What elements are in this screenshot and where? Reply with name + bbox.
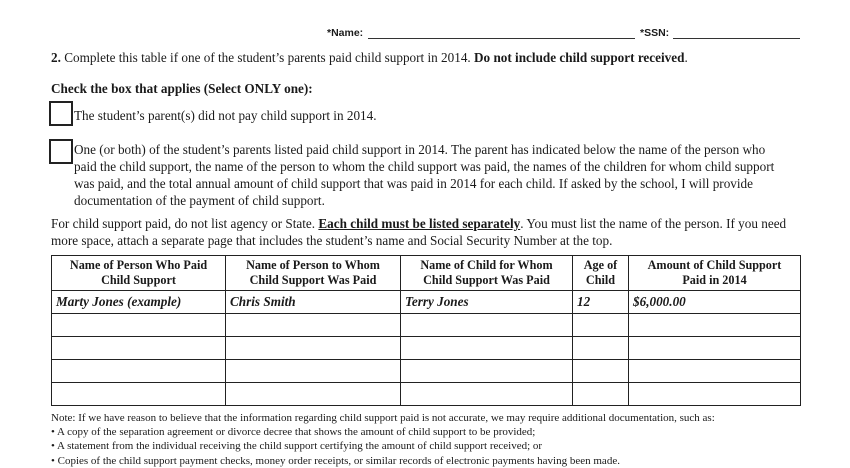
documentation-note — [51, 411, 715, 468]
age-input-cell[interactable] — [573, 314, 629, 337]
instruction-line: more space, attach a separate page that includes the student’s name and Social Security Number at the top. — [51, 233, 613, 248]
child-input-cell[interactable] — [401, 337, 573, 360]
col-header-child: Name of Child for Whom Child Support Was Paid — [401, 256, 573, 291]
para-pre: For child support paid, do not list agency or State. — [51, 216, 319, 231]
ssn-label: *SSN: — [640, 27, 670, 39]
note-bullet: • A statement from the individual receiving the child support certifying the amount of child support received; or — [51, 440, 543, 453]
table-row — [52, 383, 801, 406]
age-input-cell[interactable] — [573, 383, 629, 406]
table-row-example — [52, 291, 801, 314]
option2-line: documentation of the payment of child support. — [74, 193, 325, 208]
note-line: Note: If we have reason to believe that the information regarding child support paid is not accurate, we may require additional documentation, such as: — [51, 412, 715, 424]
section-intro — [51, 49, 688, 66]
option-paid-child-support-label — [74, 141, 774, 209]
intro-text: Complete this table if one of the student’s parents paid child support in 2014. — [60, 50, 475, 65]
payer-input-cell[interactable] — [52, 360, 226, 383]
para-bold: Each child must be listed separately — [318, 216, 521, 231]
ssn-field[interactable] — [673, 38, 800, 39]
child-support-table — [51, 255, 801, 406]
section-number: 2. — [51, 50, 61, 65]
example-recipient-cell: Chris Smith — [226, 291, 401, 314]
no-child-support-checkbox[interactable] — [49, 101, 73, 126]
example-payer-cell: Marty Jones (example) — [52, 291, 226, 314]
age-input-cell[interactable] — [573, 360, 629, 383]
payer-input-cell[interactable] — [52, 383, 226, 406]
intro-end: . — [684, 50, 688, 65]
recipient-input-cell[interactable] — [226, 383, 401, 406]
child-input-cell[interactable] — [401, 360, 573, 383]
col-header-recipient: Name of Person to Whom Child Support Was Paid — [226, 256, 401, 291]
amount-input-cell[interactable] — [629, 314, 801, 337]
instruction-paragraph — [51, 215, 786, 249]
option-no-child-support-label: The student’s parent(s) did not pay child support in 2014. — [74, 108, 377, 123]
table-header-row — [52, 256, 801, 291]
instruction-line — [51, 215, 786, 232]
amount-input-cell[interactable] — [629, 383, 801, 406]
name-field[interactable] — [368, 38, 635, 39]
intro-bold: Do not include child support received — [474, 50, 685, 65]
example-child-cell: Terry Jones — [401, 291, 573, 314]
option2-line: paid the child support, the name of the person to whom the child support was paid, the names of the children for whom child support — [74, 159, 775, 174]
option2-line: One (or both) of the student’s parents listed paid child support in 2014. The parent has indicated below the name of the person who — [74, 142, 766, 157]
child-input-cell[interactable] — [401, 314, 573, 337]
age-input-cell[interactable] — [573, 337, 629, 360]
example-age-cell: 12 — [573, 291, 629, 314]
table-row — [52, 337, 801, 360]
amount-input-cell[interactable] — [629, 337, 801, 360]
child-input-cell[interactable] — [401, 383, 573, 406]
paid-child-support-checkbox[interactable] — [49, 139, 73, 164]
para-post: . You must list the name of the person. If you need — [520, 216, 787, 231]
recipient-input-cell[interactable] — [226, 337, 401, 360]
amount-input-cell[interactable] — [629, 360, 801, 383]
col-header-age: Age of Child — [573, 256, 629, 291]
recipient-input-cell[interactable] — [226, 314, 401, 337]
recipient-input-cell[interactable] — [226, 360, 401, 383]
col-header-amount: Amount of Child Support Paid in 2014 — [629, 256, 801, 291]
payer-input-cell[interactable] — [52, 337, 226, 360]
check-instruction: Check the box that applies (Select ONLY one): — [51, 81, 313, 96]
col-header-payer: Name of Person Who Paid Child Support — [52, 256, 226, 291]
note-bullet: • Copies of the child support payment checks, money order receipts, or similar records of electronic payments having been made. — [51, 454, 620, 467]
note-bullet: • A copy of the separation agreement or divorce decree that shows the amount of child support to be provided; — [51, 426, 536, 439]
example-amount-cell: $6,000.00 — [629, 291, 801, 314]
table-row — [52, 314, 801, 337]
option2-line: was paid, and the total annual amount of child support that was paid in 2014 for each child. If asked by the school, I will provide — [74, 176, 753, 191]
table-row — [52, 360, 801, 383]
name-label: *Name: — [327, 27, 364, 39]
payer-input-cell[interactable] — [52, 314, 226, 337]
